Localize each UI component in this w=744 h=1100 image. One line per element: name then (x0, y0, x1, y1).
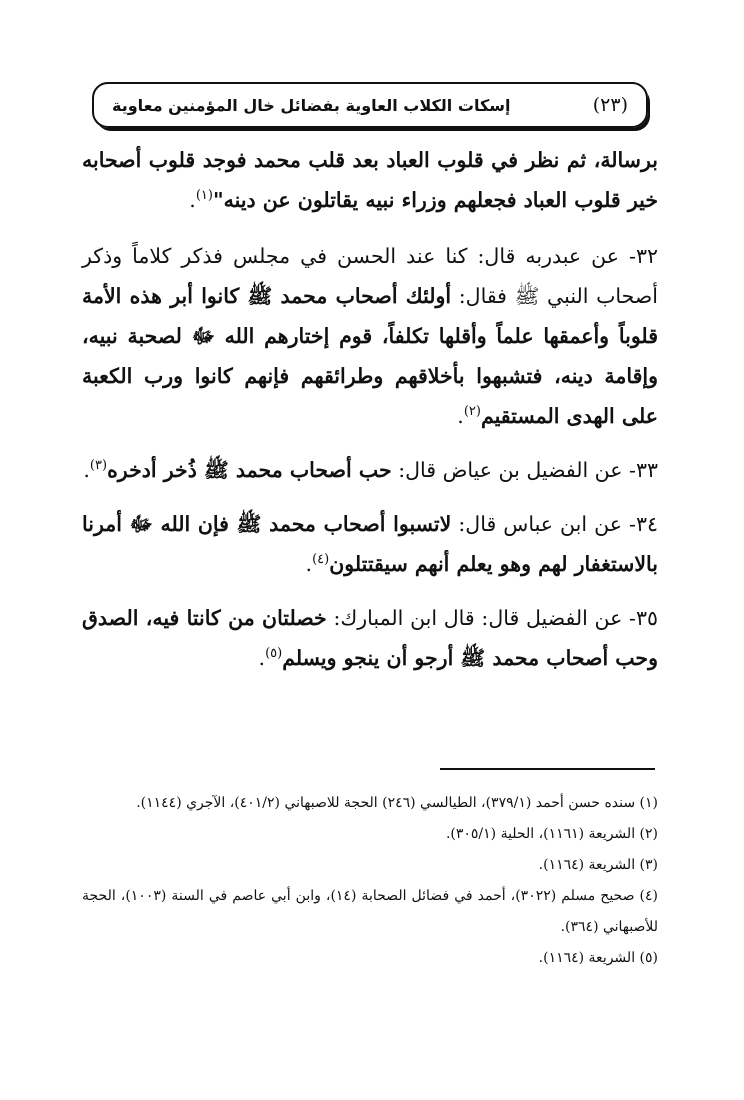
page-number: (٢٣) (592, 94, 628, 116)
footnote-2: (٢) الشريعة (١١٦١)، الحلية (٣٠٥/١). (445, 826, 658, 842)
footnote-divider (440, 768, 655, 770)
paragraph-lead: ٣٥- عن الفضيل قال: قال ابن المبارك: (326, 606, 658, 630)
footnote-ref: (٢) (463, 404, 481, 420)
paragraph-end: . (258, 646, 266, 670)
footnote-4: (٤) صحيح مسلم (٣٠٢٢)، أحمد في فضائل الصحابة (١٤)، وابن أبي عاصم في السنة (١٠٠٣)، الحجة للأصبهاني (٣٦٤). (82, 888, 658, 935)
paragraph-lead: ٣٤- عن ابن عباس قال: (451, 512, 658, 536)
footnote-ref: (٣) (89, 458, 108, 474)
quoted-text: أولئك أصحاب محمد ﷺ كانوا أبر هذه الأمة قلوباً وأعمقها علماً وأقلها تكلفاً، قوم إختارهم الله ﷻ لصحبة نبيه، وإقامة دينه، فتشبهوا بأخلاقهم وطرائقهم فإنهم كانوا ورب الكعبة على الهدى المستقيم (82, 284, 658, 428)
paragraph-end: . (305, 552, 313, 576)
quoted-text: خصلتان من كانتا فيه، الصدق وحب أصحاب محمد ﷺ أرجو أن ينجو ويسلم (82, 606, 658, 670)
running-header (92, 82, 648, 128)
footnote-5: (٥) الشريعة (١١٦٤). (538, 950, 658, 966)
main-text (82, 140, 658, 692)
footnote-ref: (١) (195, 188, 213, 204)
paragraph-end: . (83, 458, 90, 482)
paragraph-end: . (189, 188, 196, 212)
footnote-3: (٣) الشريعة (١١٦٤). (538, 857, 658, 873)
narration-35 (82, 598, 658, 678)
paragraph-end: . (457, 404, 464, 428)
quoted-text: برسالة، ثم نظر في قلوب العباد بعد قلب محمد فوجد قلوب أصحابه خير قلوب العباد فجعلهم وزراء نبيه يقاتلون عن دينه" (82, 148, 658, 212)
footnote-ref: (٤) (312, 552, 330, 568)
quoted-text: لاتسبوا أصحاب محمد ﷺ فإن الله ﷻ أمرنا بالاستغفار لهم وهو يعلم أنهم سيقتتلون (82, 512, 658, 576)
paragraph-lead: ٣٢- عن عبدربه قال: كنا عند الحسن في مجلس فذكر كلاماً وذكر أصحاب النبي ﷺ فقال: (82, 244, 658, 308)
footnote-1: (١) سنده حسن أحمد (٣٧٩/١)، الطيالسي (٢٤٦) الحجة للاصبهاني (٤٠١/٢)، الآجري (١١٤٤). (136, 795, 658, 811)
paragraph-lead: ٣٣- عن الفضيل بن عياض قال: (391, 458, 658, 482)
footnotes (82, 788, 658, 974)
narration-33 (82, 450, 658, 490)
quoted-text: حب أصحاب محمد ﷺ ذُخر أدخره (107, 458, 392, 482)
book-title: إسكات الكلاب العاوية بفضائل خال المؤمنين معاوية (112, 95, 511, 115)
narration-32 (82, 236, 658, 436)
narration-34 (82, 504, 658, 584)
paragraph-continuation (82, 140, 658, 220)
footnote-ref: (٥) (265, 646, 283, 662)
